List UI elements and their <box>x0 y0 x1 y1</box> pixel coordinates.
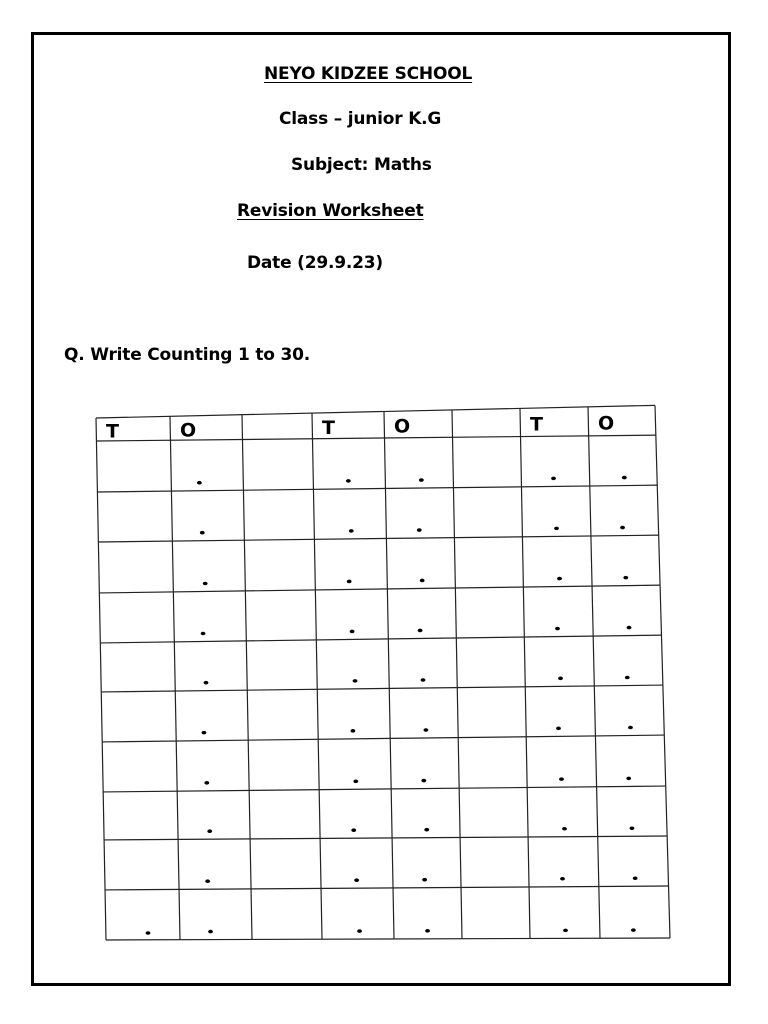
grid-dot <box>620 526 625 530</box>
grid-row-line <box>104 836 667 840</box>
grid-dot <box>627 626 632 630</box>
grid-row-line <box>101 685 663 692</box>
grid-dot <box>146 931 151 935</box>
grid-row-line <box>106 938 670 940</box>
grid-dot <box>347 580 352 584</box>
grid-dot <box>208 930 213 934</box>
grid-dot <box>623 576 628 580</box>
grid-dot <box>207 829 212 833</box>
grid-row-line <box>98 485 658 492</box>
grid-dot <box>353 779 358 783</box>
grid-column-line <box>312 413 322 939</box>
grid-column-line <box>384 411 394 938</box>
grid-dot <box>421 779 426 783</box>
grid-dot <box>197 481 202 485</box>
grid-dot <box>626 777 631 781</box>
grid-column-line <box>655 405 670 938</box>
grid-dot <box>353 679 358 683</box>
grid-dot <box>559 777 564 781</box>
grid-header-tens: T <box>322 416 335 439</box>
grid-dot <box>419 478 424 482</box>
grid-dot <box>556 727 561 731</box>
grid-dot <box>350 630 355 634</box>
school-name: NEYO KIDZEE SCHOOL <box>264 64 473 84</box>
grid-dot <box>351 729 356 733</box>
grid-column-line <box>520 408 530 938</box>
grid-dot <box>563 929 568 933</box>
grid-dot <box>562 827 567 831</box>
grid-column-line <box>452 410 462 939</box>
grid-dot <box>551 477 556 481</box>
grid-dot <box>204 681 209 685</box>
class-line: Class – junior K.G <box>279 109 442 129</box>
grid-dot <box>346 479 351 483</box>
grid-header-ones: O <box>394 415 411 438</box>
grid-dot <box>560 877 565 881</box>
grid-dot <box>424 728 429 732</box>
grid-dot <box>351 828 356 832</box>
grid-dot <box>201 632 206 636</box>
grid-dot <box>422 878 427 882</box>
grid-lines <box>96 405 670 940</box>
grid-dot <box>202 731 207 735</box>
grid-dots <box>146 476 638 935</box>
grid-dot <box>354 878 359 882</box>
grid-dot <box>633 876 638 880</box>
grid-header-tens: T <box>106 420 119 443</box>
grid-column-line <box>588 407 600 938</box>
grid-row-line <box>105 886 669 890</box>
grid-dot <box>418 629 423 633</box>
grid-dot <box>424 828 429 832</box>
grid-dot <box>425 929 430 933</box>
grid-dot <box>628 726 633 730</box>
grid-dot <box>421 678 426 682</box>
subject-line: Subject: Maths <box>291 155 432 175</box>
grid-header-tens: T <box>530 413 543 436</box>
date-line: Date (29.9.23) <box>247 253 383 273</box>
grid-row-line <box>101 635 662 643</box>
grid-dot <box>420 579 425 583</box>
grid-dot <box>554 527 559 531</box>
grid-row-line <box>103 786 666 792</box>
grid-dot <box>557 577 562 581</box>
grid-column-line <box>242 415 252 940</box>
grid-header-ones: O <box>598 412 615 435</box>
question-text: Q. Write Counting 1 to 30. <box>64 345 310 365</box>
grid-dot <box>625 676 630 680</box>
grid-dot <box>622 476 627 480</box>
grid-dot <box>200 531 205 535</box>
grid-column-line <box>170 416 180 939</box>
grid-header-ones: O <box>180 419 197 442</box>
grid-dot <box>555 627 560 631</box>
grid-dot <box>630 826 635 830</box>
grid-column-line <box>96 418 106 940</box>
grid-dot <box>203 582 208 586</box>
worksheet-title: Revision Worksheet <box>237 201 424 221</box>
grid-dot <box>631 928 636 932</box>
grid-dot <box>349 529 354 533</box>
grid-dot <box>417 528 422 532</box>
grid-dot <box>204 781 209 785</box>
grid-row-line <box>100 585 661 593</box>
grid-row-line <box>102 735 664 742</box>
grid-row-line <box>99 535 659 542</box>
grid-dot <box>205 879 210 883</box>
grid-row-line <box>96 405 655 418</box>
grid-dot <box>558 677 563 681</box>
grid-dot <box>357 929 362 933</box>
